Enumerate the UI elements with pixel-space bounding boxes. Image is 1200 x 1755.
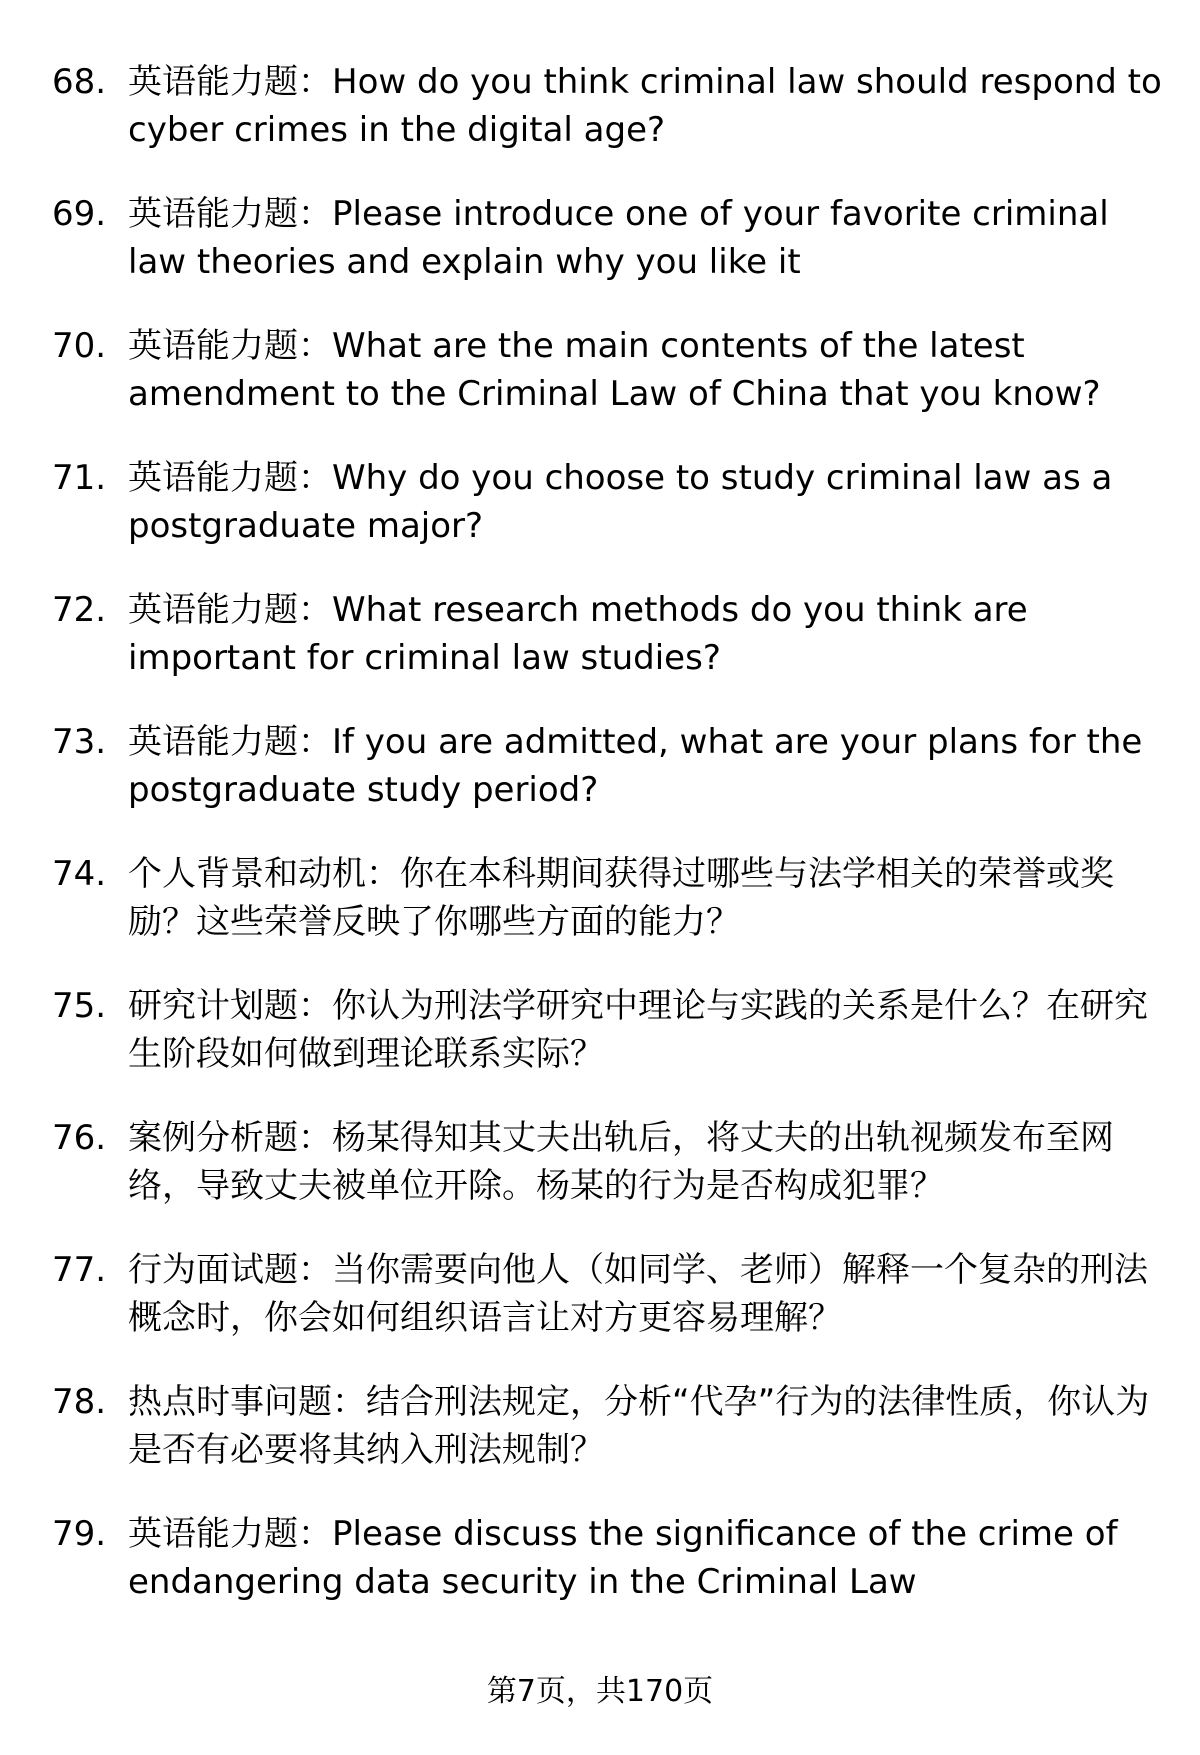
question-item bbox=[52, 1510, 1162, 1606]
question-text bbox=[128, 454, 1162, 550]
question-body: What research methods do you think are important for criminal law studies? bbox=[128, 590, 1028, 678]
question-category: 研究计划题 bbox=[128, 986, 298, 1026]
question-text bbox=[128, 850, 1162, 946]
category-separator: ： bbox=[298, 722, 332, 762]
question-number: 73. bbox=[52, 722, 107, 762]
question-category: 个人背景和动机 bbox=[128, 854, 366, 894]
category-separator: ： bbox=[298, 62, 332, 102]
question-number: 74. bbox=[52, 854, 107, 894]
question-body: Please discuss the significance of the crime of endangering data security in the Criminal Law bbox=[128, 1514, 1118, 1602]
category-separator: ： bbox=[298, 590, 332, 630]
question-text bbox=[128, 586, 1162, 682]
question-item bbox=[52, 1114, 1162, 1210]
question-list bbox=[52, 58, 1162, 1642]
page-number-label: 第7页，共170页 bbox=[486, 1674, 714, 1709]
page-footer bbox=[0, 1672, 1200, 1712]
question-body: How do you think criminal law should respond to cyber crimes in the digital age? bbox=[128, 62, 1162, 150]
question-category: 英语能力题 bbox=[128, 326, 298, 366]
question-category: 英语能力题 bbox=[128, 62, 298, 102]
question-text bbox=[128, 1378, 1162, 1474]
question-item bbox=[52, 850, 1162, 946]
question-category: 行为面试题 bbox=[128, 1250, 298, 1290]
question-body: What are the main contents of the latest amendment to the Criminal Law of China that you know? bbox=[128, 326, 1101, 414]
question-number: 72. bbox=[52, 590, 107, 630]
category-separator: ： bbox=[366, 854, 400, 894]
question-number: 71. bbox=[52, 458, 107, 498]
question-body: 你在本科期间获得过哪些与法学相关的荣誉或奖励？这些荣誉反映了你哪些方面的能力？ bbox=[128, 854, 1114, 942]
category-separator: ： bbox=[298, 326, 332, 366]
question-text bbox=[128, 718, 1162, 814]
question-number: 75. bbox=[52, 986, 107, 1026]
question-body: Why do you choose to study criminal law as a postgraduate major? bbox=[128, 458, 1113, 546]
question-item bbox=[52, 718, 1162, 814]
question-item bbox=[52, 982, 1162, 1078]
question-number: 70. bbox=[52, 326, 107, 366]
question-category: 英语能力题 bbox=[128, 458, 298, 498]
question-body: 当你需要向他人（如同学、老师）解释一个复杂的刑法概念时，你会如何组织语言让对方更容易理解？ bbox=[128, 1250, 1148, 1338]
question-category: 英语能力题 bbox=[128, 194, 298, 234]
question-item bbox=[52, 322, 1162, 418]
question-item bbox=[52, 586, 1162, 682]
question-text bbox=[128, 1510, 1162, 1606]
question-body: 结合刑法规定，分析“代孕”行为的法律性质，你认为是否有必要将其纳入刑法规制？ bbox=[128, 1382, 1150, 1470]
question-category: 热点时事问题 bbox=[128, 1382, 332, 1422]
question-text bbox=[128, 190, 1162, 286]
question-number: 77. bbox=[52, 1250, 107, 1290]
category-separator: ： bbox=[298, 1118, 332, 1158]
question-number: 68. bbox=[52, 62, 107, 102]
question-item bbox=[52, 58, 1162, 154]
question-number: 69. bbox=[52, 194, 107, 234]
question-body: 杨某得知其丈夫出轨后，将丈夫的出轨视频发布至网络，导致丈夫被单位开除。杨某的行为是否构成犯罪？ bbox=[128, 1118, 1114, 1206]
question-body: Please introduce one of your favorite criminal law theories and explain why you like it bbox=[128, 194, 1109, 282]
category-separator: ： bbox=[298, 986, 332, 1026]
question-text bbox=[128, 58, 1162, 154]
question-text bbox=[128, 1246, 1162, 1342]
category-separator: ： bbox=[298, 194, 332, 234]
question-number: 78. bbox=[52, 1382, 107, 1422]
question-item bbox=[52, 1378, 1162, 1474]
question-category: 英语能力题 bbox=[128, 590, 298, 630]
question-body: 你认为刑法学研究中理论与实践的关系是什么？在研究生阶段如何做到理论联系实际？ bbox=[128, 986, 1148, 1074]
category-separator: ： bbox=[332, 1382, 366, 1422]
question-text bbox=[128, 982, 1162, 1078]
question-number: 76. bbox=[52, 1118, 107, 1158]
question-category: 案例分析题 bbox=[128, 1118, 298, 1158]
question-item bbox=[52, 454, 1162, 550]
category-separator: ： bbox=[298, 1250, 332, 1290]
question-category: 英语能力题 bbox=[128, 1514, 298, 1554]
question-item bbox=[52, 1246, 1162, 1342]
question-text bbox=[128, 1114, 1162, 1210]
question-number: 79. bbox=[52, 1514, 107, 1554]
category-separator: ： bbox=[298, 458, 332, 498]
question-text bbox=[128, 322, 1162, 418]
question-item bbox=[52, 190, 1162, 286]
question-body: If you are admitted, what are your plans for the postgraduate study period? bbox=[128, 722, 1143, 810]
question-category: 英语能力题 bbox=[128, 722, 298, 762]
category-separator: ： bbox=[298, 1514, 332, 1554]
